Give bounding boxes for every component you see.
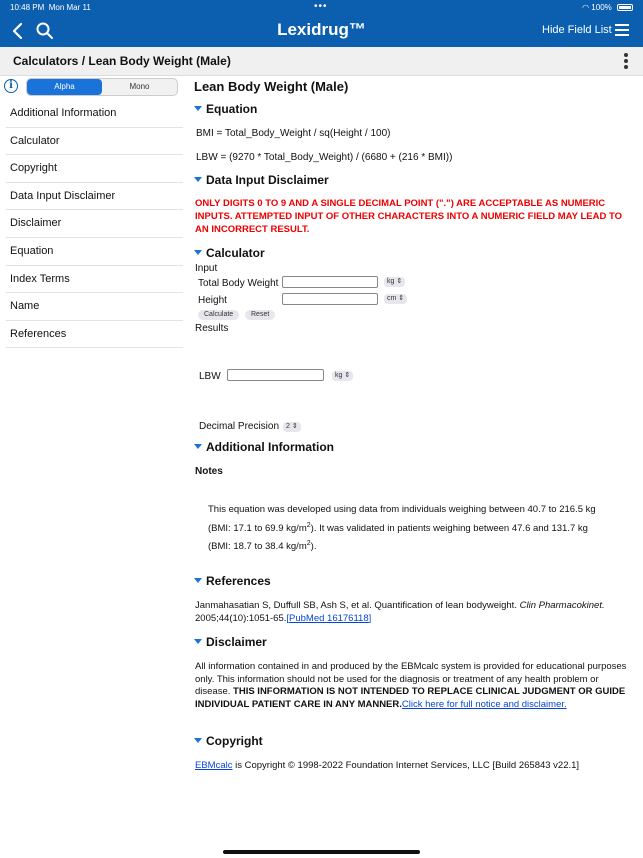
nav-bar bbox=[0, 14, 643, 47]
breadcrumb: Calculators / Lean Body Weight (Male) bbox=[13, 54, 231, 68]
section-references-header[interactable] bbox=[194, 575, 271, 588]
notes-line-3a: (BMI: 18.7 to 38.4 kg/m bbox=[208, 541, 307, 553]
page-title: Lean Body Weight (Male) bbox=[194, 79, 349, 94]
expand-triangle-icon bbox=[194, 738, 202, 743]
section-calculator-title: Calculator bbox=[206, 246, 265, 260]
status-time bbox=[10, 3, 91, 12]
battery-icon bbox=[617, 4, 633, 11]
status-right bbox=[582, 3, 633, 12]
notes-line-2b: ). It was validated in patients weighing between 47.6 and 131.7 kg bbox=[310, 522, 588, 534]
decimal-precision-value: 2 bbox=[286, 423, 290, 430]
expand-triangle-icon bbox=[194, 106, 202, 111]
notes-line-2 bbox=[208, 520, 634, 536]
decimal-precision-select[interactable] bbox=[283, 422, 301, 432]
updown-chevron-icon: ⇕ bbox=[344, 372, 351, 379]
expand-triangle-icon bbox=[194, 639, 202, 644]
more-vertical-icon[interactable] bbox=[624, 53, 628, 71]
lbw-label: LBW bbox=[199, 371, 221, 382]
expand-triangle-icon bbox=[194, 444, 202, 449]
tbw-unit-value: kg bbox=[387, 278, 395, 285]
results-label: Results bbox=[195, 323, 229, 334]
sidebar-item-equation[interactable]: Equation bbox=[6, 238, 183, 266]
status-bar bbox=[0, 0, 643, 14]
section-copyright-title: Copyright bbox=[206, 734, 263, 748]
notes-line-1: This equation was developed using data from individuals weighing between 40.7 to 216.5 kg bbox=[208, 504, 596, 515]
reference-journal: Clin Pharmacokinet. bbox=[519, 600, 605, 611]
reset-button[interactable]: Reset bbox=[245, 310, 275, 320]
hamburger-menu-icon[interactable] bbox=[615, 24, 629, 36]
updown-chevron-icon: ⇕ bbox=[396, 278, 403, 285]
sidebar-item-references[interactable]: References bbox=[6, 321, 183, 349]
info-icon[interactable]: i bbox=[4, 79, 18, 93]
status-date: Mon Mar 11 bbox=[48, 3, 91, 12]
section-references-title: References bbox=[206, 574, 271, 588]
updown-chevron-icon: ⇕ bbox=[398, 295, 405, 302]
wifi-icon: ◠ bbox=[582, 3, 590, 12]
disclaimer-bold: THIS INFORMATION IS NOT INTENDED TO REPLACE CLINICAL JUDGMENT OR GUIDE INDIVIDUAL PATIENT CARE IN ANY MANNER. bbox=[195, 686, 626, 710]
field-list-sidebar bbox=[0, 76, 184, 858]
notes-line-3b: ). bbox=[310, 541, 317, 553]
lbw-result-field bbox=[227, 369, 324, 381]
app-title: Lexidrug™ bbox=[277, 20, 366, 39]
section-equation-header[interactable] bbox=[194, 103, 257, 116]
equation-lbw: LBW = (9270 * Total_Body_Weight) / (6680 + (216 * BMI)) bbox=[196, 152, 453, 163]
data-input-warning: ONLY DIGITS 0 TO 9 AND A SINGLE DECIMAL POINT (".") ARE ACCEPTABLE AS NUMERIC INPUTS. ATTEMPTED INPUT OF OTHER CHARACTERS INTO A NUMERIC FIELD MAY LEAD TO AN INCORRECT RESULT. bbox=[195, 198, 622, 235]
full-disclaimer-link[interactable]: Click here for full notice and disclaimer. bbox=[401, 698, 567, 710]
equation-bmi: BMI = Total_Body_Weight / sq(Height / 100) bbox=[196, 128, 391, 139]
section-disclaimer-title: Disclaimer bbox=[206, 635, 267, 649]
superscript: 2 bbox=[306, 521, 311, 529]
sidebar-item-copyright[interactable]: Copyright bbox=[6, 155, 183, 183]
disclaimer-body: All information contained in and produced by the EBMcalc system is provided for educational purposes only. This information should not be used for the diagnosis or treatment of any health problem or disease. bbox=[195, 661, 627, 697]
sidebar-item-additional-information[interactable]: Additional Information bbox=[6, 100, 183, 128]
notes-text bbox=[208, 504, 634, 554]
height-unit-value: cm bbox=[387, 295, 397, 302]
expand-triangle-icon bbox=[194, 250, 202, 255]
superscript: 2 bbox=[306, 540, 311, 548]
tbw-unit-select[interactable] bbox=[384, 277, 405, 287]
expand-triangle-icon bbox=[194, 578, 202, 583]
decimal-precision-label: Decimal Precision bbox=[199, 421, 280, 432]
sidebar-item-calculator[interactable]: Calculator bbox=[6, 128, 183, 156]
sidebar-item-index-terms[interactable]: Index Terms bbox=[6, 266, 183, 294]
height-label: Height bbox=[198, 295, 227, 306]
sidebar-item-name[interactable]: Name bbox=[6, 293, 183, 321]
section-equation-title: Equation bbox=[206, 102, 258, 116]
section-data-input-header[interactable] bbox=[194, 174, 329, 187]
sort-segmented-control bbox=[26, 78, 178, 96]
section-copyright-header[interactable] bbox=[194, 735, 263, 748]
tbw-label: Total Body Weight bbox=[198, 278, 279, 289]
input-label: Input bbox=[195, 263, 218, 274]
notes-line-2a: (BMI: 17.1 to 69.9 kg/m bbox=[208, 522, 307, 534]
pubmed-link[interactable]: [PubMed 16176118] bbox=[286, 612, 372, 624]
expand-triangle-icon bbox=[194, 177, 202, 182]
height-unit-select[interactable] bbox=[384, 294, 407, 304]
reference-text bbox=[195, 600, 635, 625]
calculate-button[interactable]: Calculate bbox=[198, 310, 239, 320]
notes-line-3 bbox=[208, 538, 634, 554]
lbw-unit-value: kg bbox=[335, 372, 343, 379]
section-additional-title: Additional Information bbox=[206, 440, 334, 454]
multitask-dots-icon[interactable]: ••• bbox=[314, 1, 328, 12]
sidebar-item-data-input-disclaimer[interactable]: Data Input Disclaimer bbox=[6, 183, 183, 211]
copyright-text bbox=[195, 760, 635, 773]
section-calculator-header[interactable] bbox=[194, 247, 265, 260]
updown-chevron-icon: ⇕ bbox=[291, 423, 298, 430]
hide-field-list-button[interactable]: Hide Field List bbox=[542, 24, 612, 36]
field-list bbox=[6, 100, 183, 348]
segment-mono[interactable]: Mono bbox=[129, 82, 150, 91]
status-time-text: 10:48 PM bbox=[10, 3, 45, 12]
home-indicator[interactable] bbox=[223, 850, 420, 854]
sidebar-item-disclaimer[interactable]: Disclaimer bbox=[6, 210, 183, 238]
section-disclaimer-header[interactable] bbox=[194, 636, 267, 649]
battery-percent: 100% bbox=[591, 3, 612, 12]
section-additional-header[interactable] bbox=[194, 441, 334, 454]
breadcrumb-bar bbox=[0, 47, 643, 76]
height-input[interactable] bbox=[282, 293, 378, 305]
copyright-body: is Copyright © 1998-2022 Foundation Internet Services, LLC [Build 265843 v22.1] bbox=[232, 760, 580, 771]
lbw-unit-select[interactable] bbox=[332, 371, 353, 381]
reference-authors: Janmahasatian S, Duffull SB, Ash S, et al. Quantification of lean bodyweight. bbox=[195, 600, 520, 611]
reference-citation: 2005;44(10):1051-65. bbox=[195, 612, 287, 624]
segment-alpha[interactable]: Alpha bbox=[27, 79, 102, 95]
disclaimer-text bbox=[195, 661, 635, 711]
ebmcalc-link[interactable]: EBMcalc bbox=[195, 760, 233, 771]
tbw-input[interactable] bbox=[282, 276, 378, 288]
section-data-input-title: Data Input Disclaimer bbox=[206, 173, 329, 187]
notes-label: Notes bbox=[195, 466, 223, 477]
